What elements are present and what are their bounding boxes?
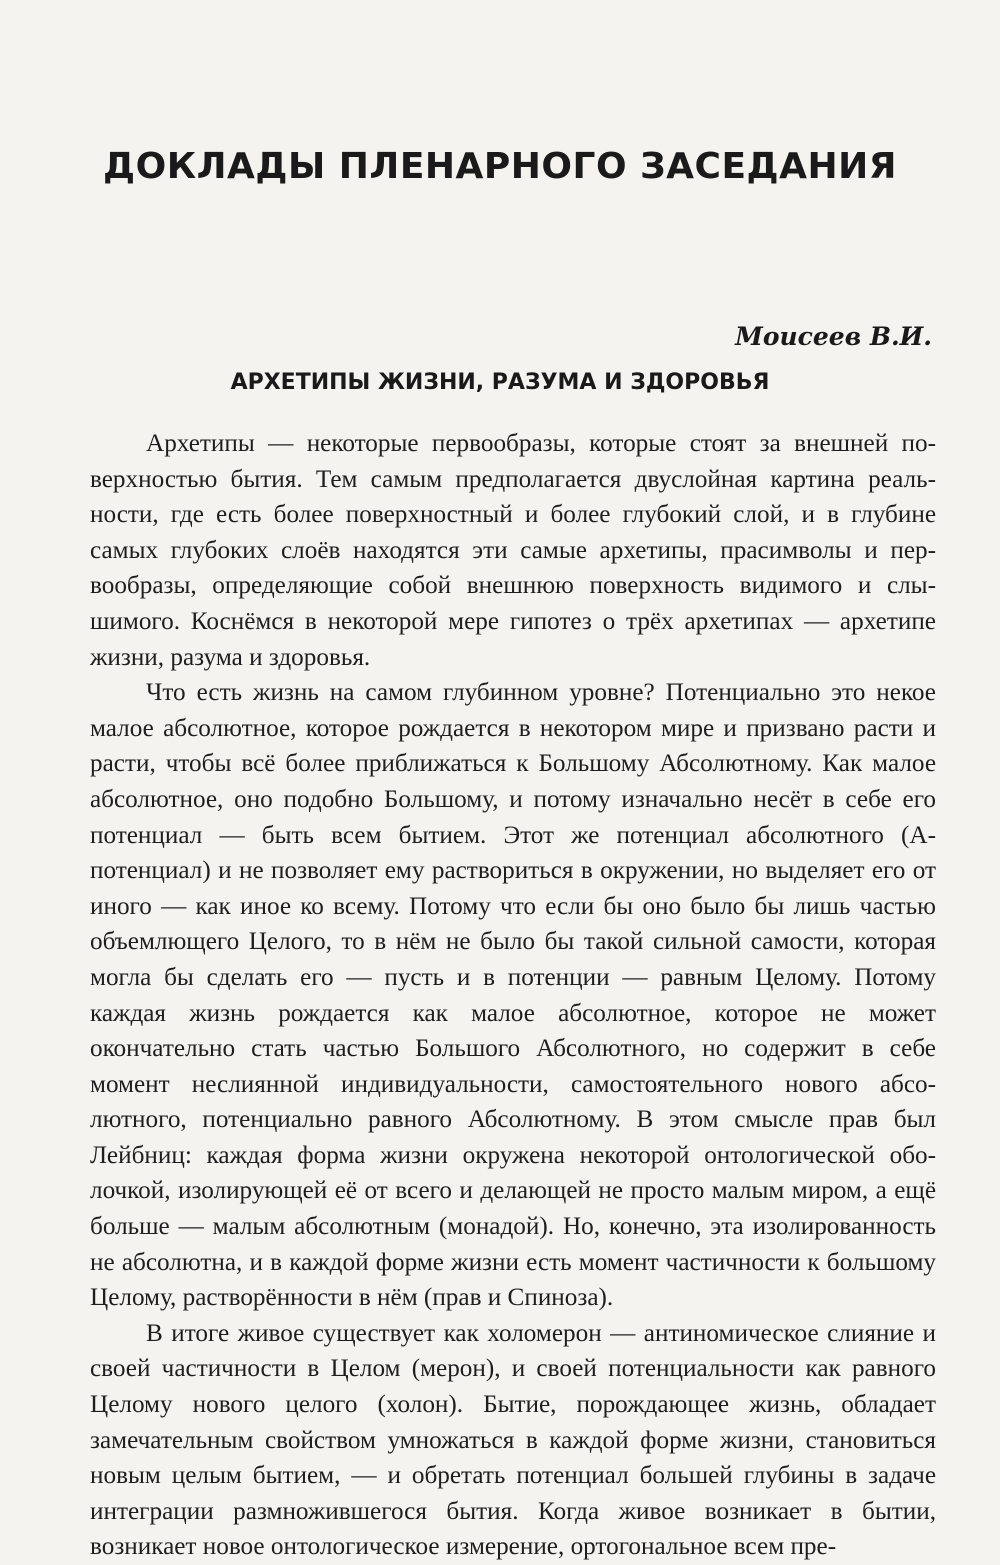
section-title: ДОКЛАДЫ ПЛЕНАРНОГО ЗАСЕДАНИЯ (103, 146, 897, 187)
paragraph: Что есть жизнь на самом глубинном уровне? Потенциально это некое малое абсолютное, которое рождается в некотором мире и призвано расти и расти, чтобы всё более приближаться к Большому Абсолютному. Как малое абсолютное, оно подобно Большому, и потому изначально несёт в себе его потенциал — быть всем бытием. Этот же потенциал абсолютного (А-потенциал) и не позволяет ему раствориться в окружении, но выделяет его от иного — как иное ко всему. Потому что если бы оно было бы лишь частью объемлющего Целого, то в нём не было бы такой сильной самости, которая могла бы сделать его — пусть и в потенции — равным Целому. Потому каждая жизнь рождается как малое абсолютное, которое не может окончательно стать частью Большого Абсолютного, но содержит в себе момент неслиянной индивидуальности, самостоятельного нового абсолютного, потенциально равного Абсолютному. В этом смысле прав был Лейбниц: каждая форма жизни окружена некоторой онтологической оболочкой, изолирующей её от всего и делающей не просто малым миром, а ещё больше — малым абсолютным (монадой). Но, конечно, эта изолированность не абсолютна, и в каждой форме жизни есть момент частичности к большому Целому, растворённости в нём (прав и Спиноза). (90, 679, 936, 1312)
author-name: Моисеев В.И. (735, 322, 932, 351)
article-title: АРХЕТИПЫ ЖИЗНИ, РАЗУМА И ЗДОРОВЬЯ (230, 370, 770, 395)
paragraph: Архетипы — некоторые первообразы, которые стоят за внешней поверхностью бытия. Тем самым предполагается двуслойная картина реальности, где есть более поверхностный и более глубокий слой, и в глубине самых глубоких слоёв находятся эти самые архетипы, прасимволы и первообразы, определяющие собой внешнюю поверхность видимого и слышимого. Коснёмся в некоторой мере гипотез о трёх архетипах — архетипе жизни, разума и здоровья. (90, 430, 936, 671)
article-body (90, 426, 936, 1565)
paragraph: В итоге живое существует как холомерон — антиномическое слияние и своей частичности в Целом (мерон), и своей потенциальности как равного Целому нового целого (холон). Бытие, порождающее жизнь, обладает замечательным свойством умножаться в каждой форме жизни, становиться новым целым бытием, — и обретать потенциал большей глубины в задаче интеграции размножившегося бытия. Когда живое возникает в бытии, возникает новое онтологическое измерение, ортогональное всем пре- (90, 1319, 936, 1561)
